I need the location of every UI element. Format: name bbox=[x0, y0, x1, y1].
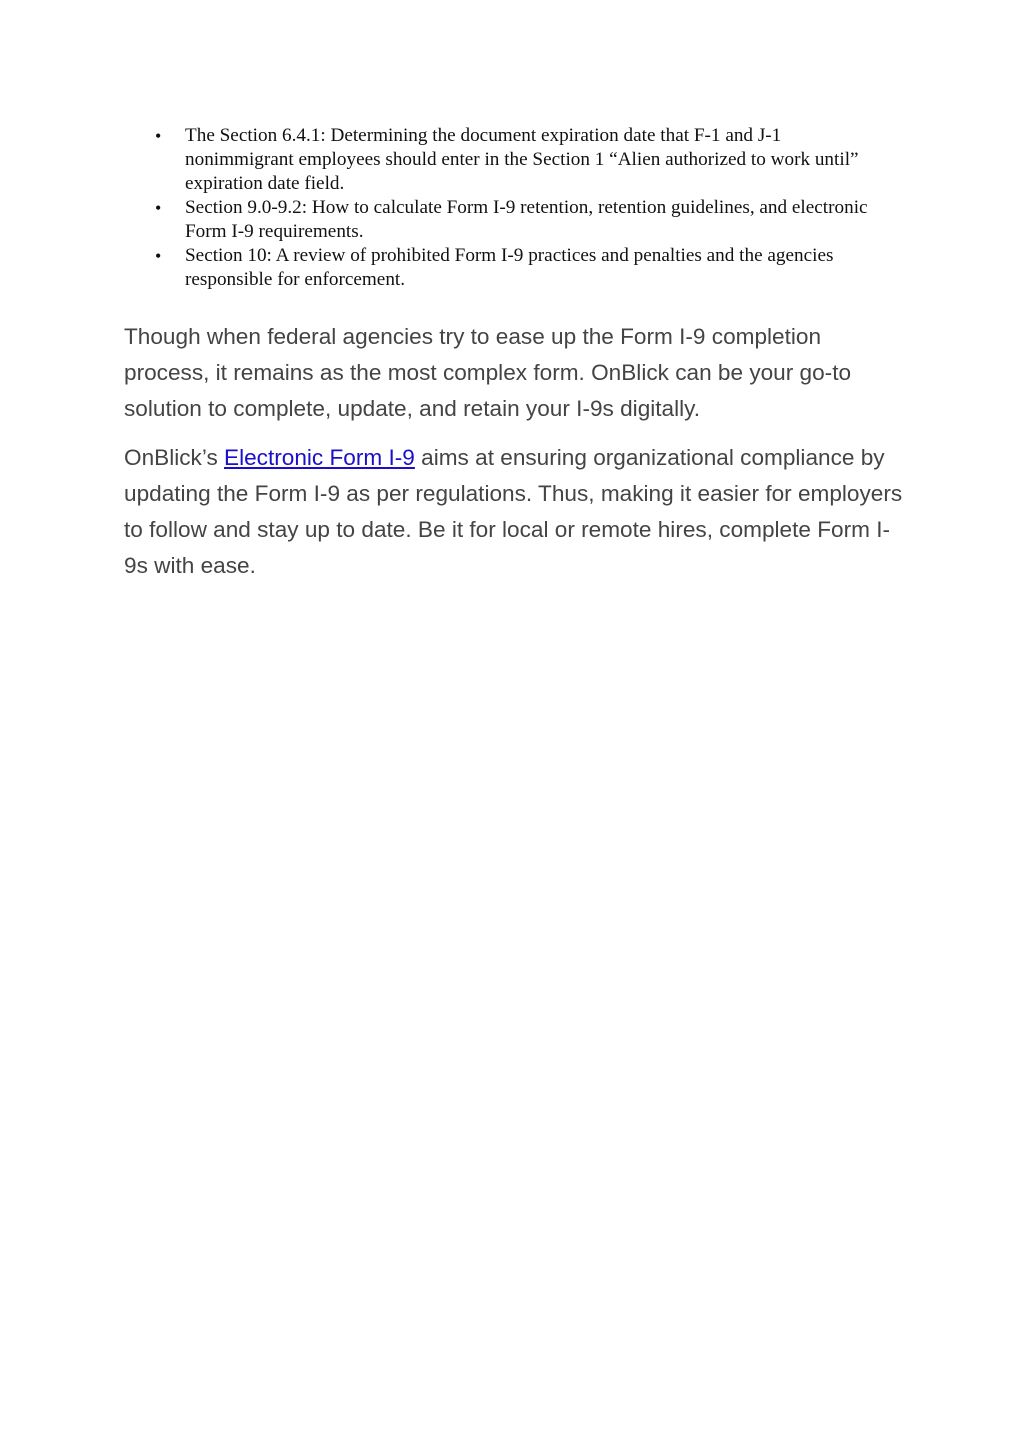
list-item bbox=[152, 196, 892, 244]
bullet-text: The Section 6.4.1: Determining the document expiration date that F-1 and J-1 nonimmigrant employees should enter in the Section 1 “Alien authorized to work until” expiration date field. bbox=[185, 125, 859, 194]
electronic-form-i9-link[interactable]: Electronic Form I-9 bbox=[224, 445, 415, 470]
paragraph-onblick bbox=[124, 440, 904, 584]
section-bullet-list bbox=[152, 124, 892, 292]
bullet-icon: • bbox=[155, 126, 162, 146]
list-item bbox=[152, 244, 892, 292]
paragraph-lead: OnBlick’s bbox=[124, 445, 225, 470]
bullet-text: Section 9.0-9.2: How to calculate Form I-9 retention, retention guidelines, and electronic Form I-9 requirements. bbox=[185, 197, 868, 242]
paragraph-rest: aims at ensuring organizational compliance by updating the Form I-9 as per regulations. Thus, making it easier for employers to follow and stay up to date. Be it for local or remote hires, complete Form I-9s with ease. bbox=[124, 445, 903, 578]
bullet-icon: • bbox=[155, 246, 162, 266]
list-item bbox=[152, 124, 892, 196]
bullet-icon: • bbox=[155, 198, 162, 218]
bullet-text: Section 10: A review of prohibited Form I-9 practices and penalties and the agencies responsible for enforcement. bbox=[185, 245, 834, 290]
paragraph-intro: Though when federal agencies try to ease up the Form I-9 completion process, it remains as the most complex form. OnBlick can be your go-to solution to complete, update, and retain your I-9s digitally. bbox=[124, 324, 852, 421]
